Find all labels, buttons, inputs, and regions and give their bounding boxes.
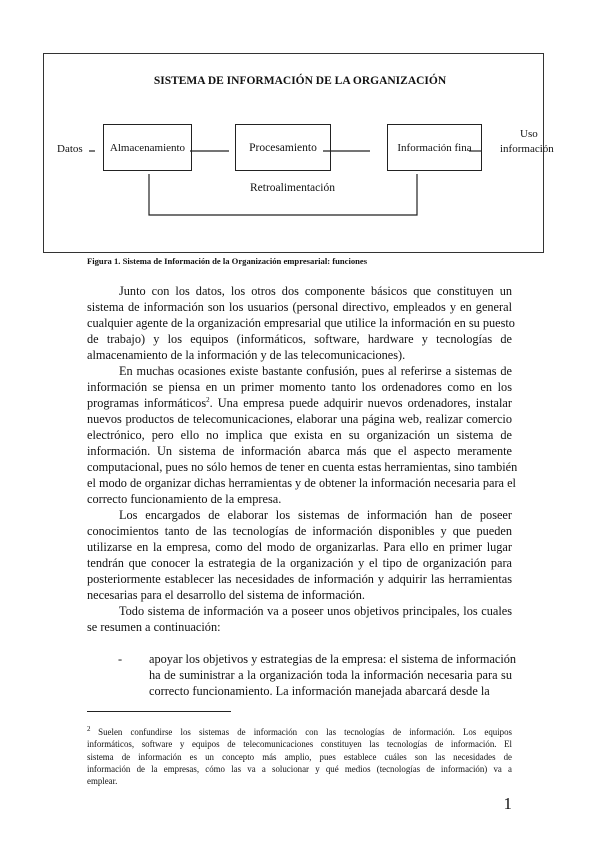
paragraph-4 [87,603,512,635]
box-label: Procesamiento [249,141,317,154]
figure-title: SISTEMA DE INFORMACIÓN DE LA ORGANIZACIÓN [153,75,447,87]
text-line: tendrán que conocer la estrategia de la organización y el tipo de organización para [87,556,512,570]
text-line: cualquier agente de la organización empresarial que utilice la información en su puesto [87,316,515,330]
list-bullet: - [118,652,123,666]
text-line: informáticos, software y equipos de telecomunicaciones constituyen las tecnologías de información. El [87,739,512,750]
text-line: programas informáticos$^2$. Una empresa puede adquirir nuevos ordenadores, instalar [87,395,512,410]
paragraph-2 [87,363,518,507]
text-line: apoyar los objetivos y estrategias de la empresa: el sistema de información [149,652,517,666]
text-line: el modo de organizar dichas herramientas y de obtener la información necesaria para el [87,476,516,490]
text-line: Todo sistema de información va a poseer unos objetivos principales, los cuales [119,604,512,618]
footnote-separator [87,711,231,712]
feedback-loop [149,174,417,215]
text-line: Junto con los datos, los otros dos componente básicos que constituyen un [119,284,512,298]
feedback-label: Retroalimentación [250,182,335,194]
box-almacenamiento [103,124,192,171]
input-label: Datos [57,143,83,155]
text-line: Los encargados de elaborar los sistemas de información han de poseer [119,508,512,522]
text-line: sistema de información es un concepto más amplio, pues establece cuáles son las necesidades de [87,751,512,762]
text-line: conocimientos tanto de las tecnologías de información disponibles y que pueden [87,524,512,538]
footnote [87,726,512,787]
box-label: Almacenamiento [109,141,186,154]
text-line: ha de suministrar a la organización toda la información necesaria para su [149,668,512,682]
text-line: de trabajo) y los equipos (informáticos, software, hardware y tecnologías de [87,332,512,346]
box-procesamiento [235,124,331,171]
text-line: sistema de información son los usuarios (personal directivo, empleados y en general [87,300,512,314]
text-line: $^2$ Suelen confundirse los sistemas de información con las tecnologías de información. Los equipos [87,725,513,737]
footnote-reference: 2 [206,395,210,404]
text-line: En muchas ocasiones existe bastante confusión, pues al referirse a sistemas de [119,364,512,378]
text-line: se resumen a continuación: [87,620,221,634]
text-line: posteriormente establecer las necesidades de información y adquirir las herramientas [87,572,512,586]
text-line: información de la empresas, cómo las va a solucionar y qué medios (tecnologías de información) va a [87,763,512,774]
list-item [149,651,517,699]
text-line: correcto funcionamiento de la empresa. [87,492,282,506]
figure-caption: Figura 1. Sistema de Información de la Organización empresarial: funciones [87,256,368,266]
paragraph-3 [87,507,512,603]
paragraph-1 [87,283,515,363]
box-label: Información fina [397,141,472,154]
text-line: correcto funcionamiento. La información manejada abarcará desde la [149,684,490,698]
text-line: utilizarse en la empresa, como del modo de organizarlas. Para ello en primer lugar [87,540,512,554]
text-line: información. Un sistema de información abarca más que el aspecto meramente [87,444,512,458]
footnote-marker: 2 [87,725,99,734]
text-line: emplear. [87,776,118,787]
text-line: almacenamiento de la información y de las telecomunicaciones). [87,348,406,362]
output-label-informacion: información [500,143,554,155]
text-line: electrónico, pero ello no implica que exista en su organización un sistema de [87,428,512,442]
text-line: nuevos productos de telecomunicaciones, elaborar una página web, realizar comercio [87,412,512,426]
output-label-uso: Uso [520,128,538,140]
text-line: necesarias para el desarrollo del sistema de información. [87,588,365,602]
page-number: 1 [503,794,512,813]
text-line: computacional, pues no sólo hemos de tener en cuenta estas herramientas, sino también [87,460,518,474]
text-line: información se piensa en un primer momento tanto los ordenadores como en los [87,380,512,394]
box-informacion-final [387,124,482,171]
